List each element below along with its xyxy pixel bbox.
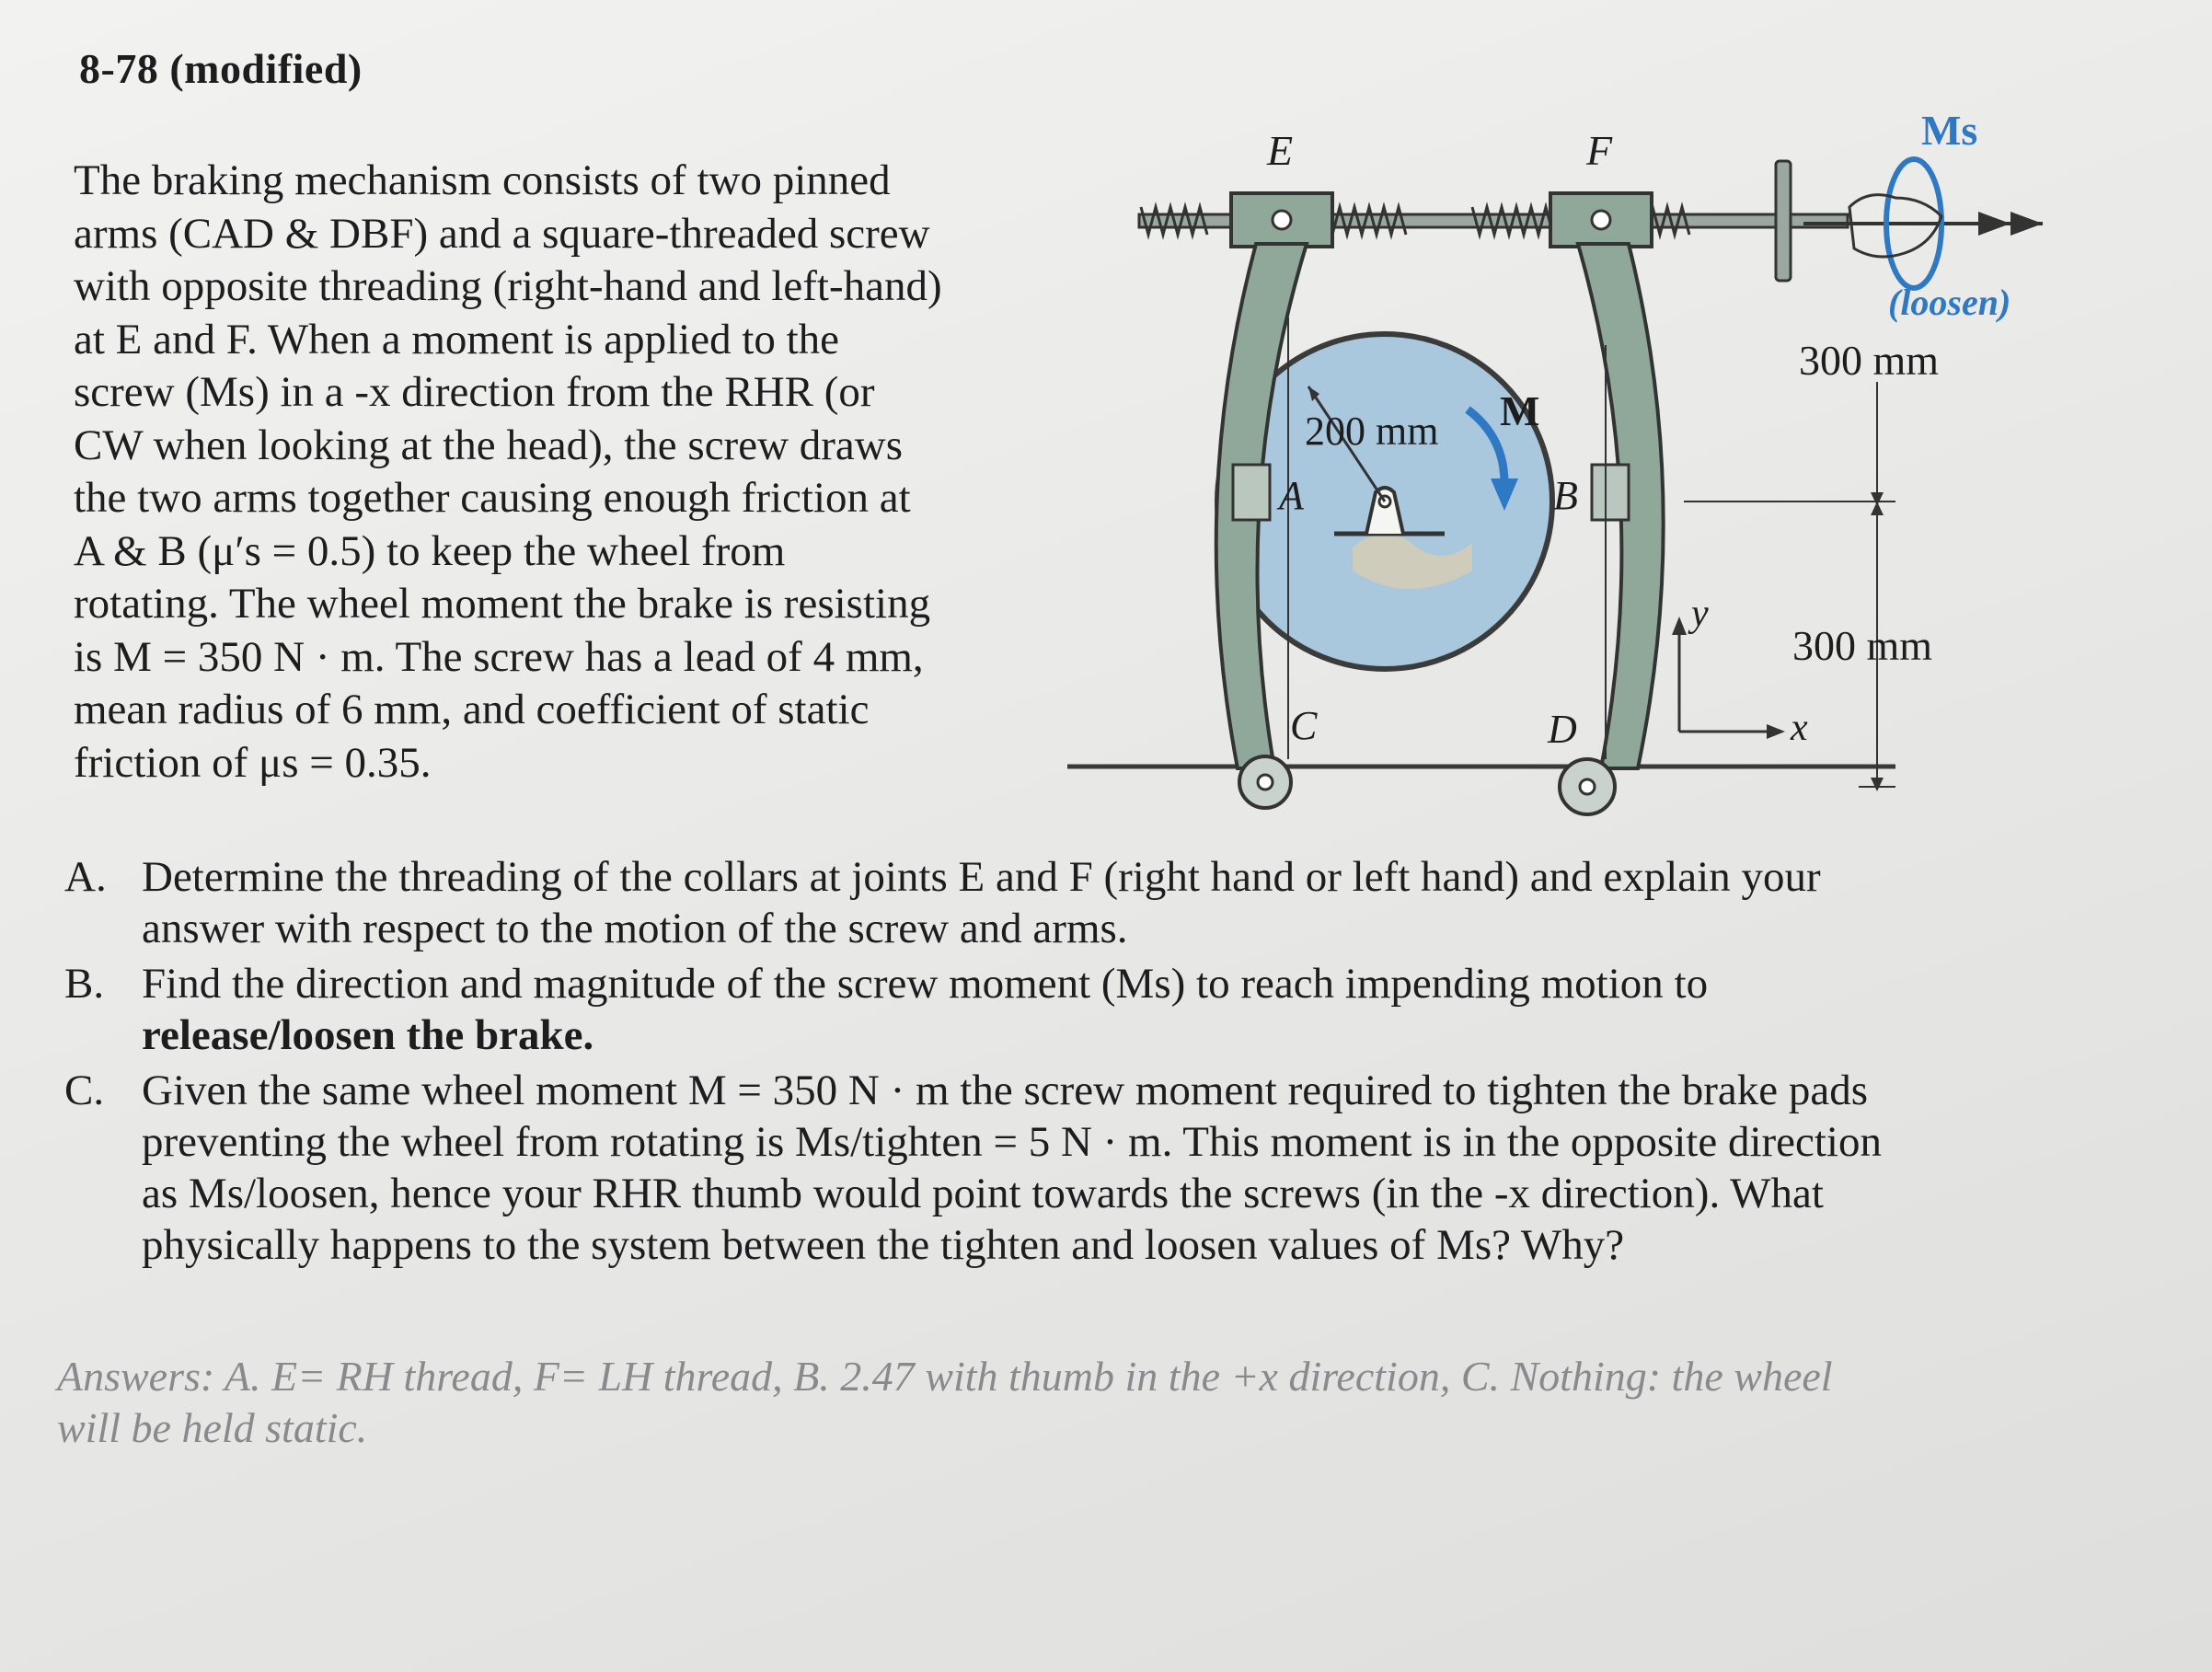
question-b	[64, 958, 2144, 1061]
pad-a	[1233, 465, 1270, 520]
hand-sketch	[1849, 195, 1941, 257]
question-line: Determine the threading of the collars at joints E and F (right hand or left hand) and explain your	[142, 853, 1821, 901]
screw-handle	[1776, 161, 1791, 281]
question-line: release/loosen the brake.	[142, 1011, 594, 1059]
question-letter: C.	[64, 1067, 105, 1114]
label-a: A	[1279, 473, 1304, 518]
label-b: B	[1553, 473, 1578, 518]
question-line: as Ms/loosen, hence your RHR thumb would point towards the screws (in the -x direction). What	[142, 1170, 1824, 1217]
brake-diagram	[1049, 106, 2107, 842]
question-line: preventing the wheel from rotating is Ms/tighten = 5 N · m. This moment is in the opposite direction	[142, 1118, 1882, 1166]
label-dim-bottom: 300 mm	[1792, 622, 1933, 669]
label-x: x	[1791, 707, 1808, 749]
label-moment: M	[1500, 387, 1540, 434]
answers-block	[57, 1351, 2137, 1454]
thread-e	[1325, 207, 1406, 235]
question-letter: A.	[64, 853, 107, 901]
problem-title: 8-78 (modified)	[79, 45, 363, 92]
thread-left	[1141, 207, 1207, 235]
pin-f	[1592, 211, 1610, 229]
question-a	[64, 851, 2144, 954]
x-direction-arrowhead-1	[2010, 212, 2043, 236]
label-dim-top: 300 mm	[1799, 337, 1940, 384]
intro-line: is M = 350 N · m. The screw has a lead of 4 mm,	[74, 632, 924, 681]
pin-e	[1273, 211, 1291, 229]
intro-line: rotating. The wheel moment the brake is resisting	[74, 580, 931, 628]
intro-line: friction of μs = 0.35.	[74, 738, 432, 787]
intro-line: A & B (μ′s = 0.5) to keep the wheel from	[74, 526, 786, 575]
question-line: Given the same wheel moment M = 350 N · m the screw moment required to tighten the brake pads	[142, 1067, 1868, 1114]
intro-line: screw (Ms) in a -x direction from the RHR (or	[74, 368, 875, 416]
label-ms: Ms	[1921, 107, 1978, 154]
label-radius: 200 mm	[1305, 409, 1439, 454]
problem-intro	[74, 155, 1040, 790]
question-c	[64, 1065, 2144, 1271]
intro-line: CW when looking at the head), the screw draws	[74, 421, 904, 469]
intro-line: the two arms together causing enough friction at	[74, 474, 911, 522]
label-loosen: (loosen)	[1888, 282, 2011, 323]
label-y: y	[1691, 593, 1709, 635]
label-c: C	[1290, 703, 1318, 748]
answer-line: Answers: A. E= RH thread, F= LH thread, B. 2.47 with thumb in the +x direction, C. Nothing: the wheel	[57, 1353, 1833, 1400]
intro-line: with opposite threading (right-hand and left-hand)	[74, 262, 942, 310]
brake-mechanism-figure	[1049, 106, 2107, 842]
intro-line: arms (CAD & DBF) and a square-threaded screw	[74, 209, 930, 258]
question-line: Find the direction and magnitude of the screw moment (Ms) to reach impending motion to	[142, 960, 1709, 1008]
question-line: physically happens to the system between the tighten and loosen values of Ms? Why?	[142, 1221, 1625, 1269]
label-d: D	[1548, 707, 1577, 752]
answer-line: will be held static.	[57, 1404, 368, 1451]
intro-line: The braking mechanism consists of two pinned	[74, 156, 891, 204]
thread-mid	[1472, 207, 1553, 235]
intro-line: at E and F. When a moment is applied to the	[74, 315, 840, 363]
question-line: answer with respect to the motion of the screw and arms.	[142, 905, 1128, 952]
label-f: F	[1586, 127, 1613, 174]
label-e: E	[1267, 127, 1294, 174]
intro-line: mean radius of 6 mm, and coefficient of static	[74, 686, 870, 733]
question-list	[64, 851, 2144, 1274]
pad-b	[1592, 465, 1629, 520]
x-direction-arrowhead-2	[1978, 212, 2010, 236]
question-letter: B.	[64, 960, 105, 1008]
